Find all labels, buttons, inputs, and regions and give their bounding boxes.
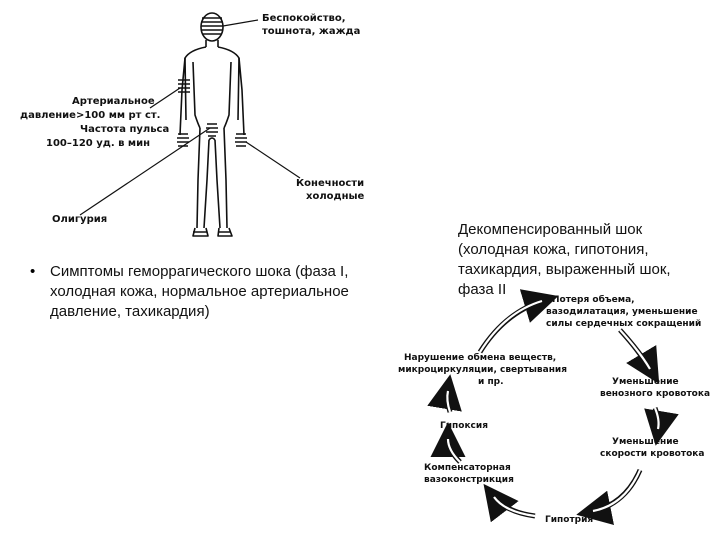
label-oliguria: Олигурия: [52, 214, 108, 225]
label-restlessness: Беспокойство, тошнота, жажда: [262, 13, 361, 37]
label-blood-pressure: Артериальное давление>100 мм рт ст. Частота пульса 100–120 уд. в мин: [20, 96, 170, 149]
cycle-node-blood-flow: Уменьшение скорости кровотока: [600, 437, 705, 459]
cycle-node-vasoconstriction: Компенсаторная вазоконстрикция: [424, 463, 514, 485]
cycle-node-venous-return: Уменьшение венозного кровотока: [600, 377, 711, 399]
label-cold-limbs: Конечности холодные: [296, 178, 365, 202]
caption-phase-one: Симптомы геморрагического шока (фаза I, холодная кожа, нормальное артериальное давление, тахикардия): [50, 263, 349, 320]
caption-bullet: •: [30, 263, 36, 280]
cycle-node-hypotension: Гипотрия: [545, 515, 594, 525]
cycle-node-volume-loss: Потеря объема, вазодилатация, уменьшение силы сердечных сокращений: [546, 295, 702, 329]
cycle-node-metabolism: Нарушение обмена веществ, микроциркуляции, свертывания и пр.: [398, 353, 568, 387]
cycle-node-hypoxia: Гипоксия: [440, 421, 488, 431]
caption-phase-two: Декомпенсированный шок (холодная кожа, гипотония, тахикардия, выраженный шок, фаза II: [458, 221, 671, 298]
